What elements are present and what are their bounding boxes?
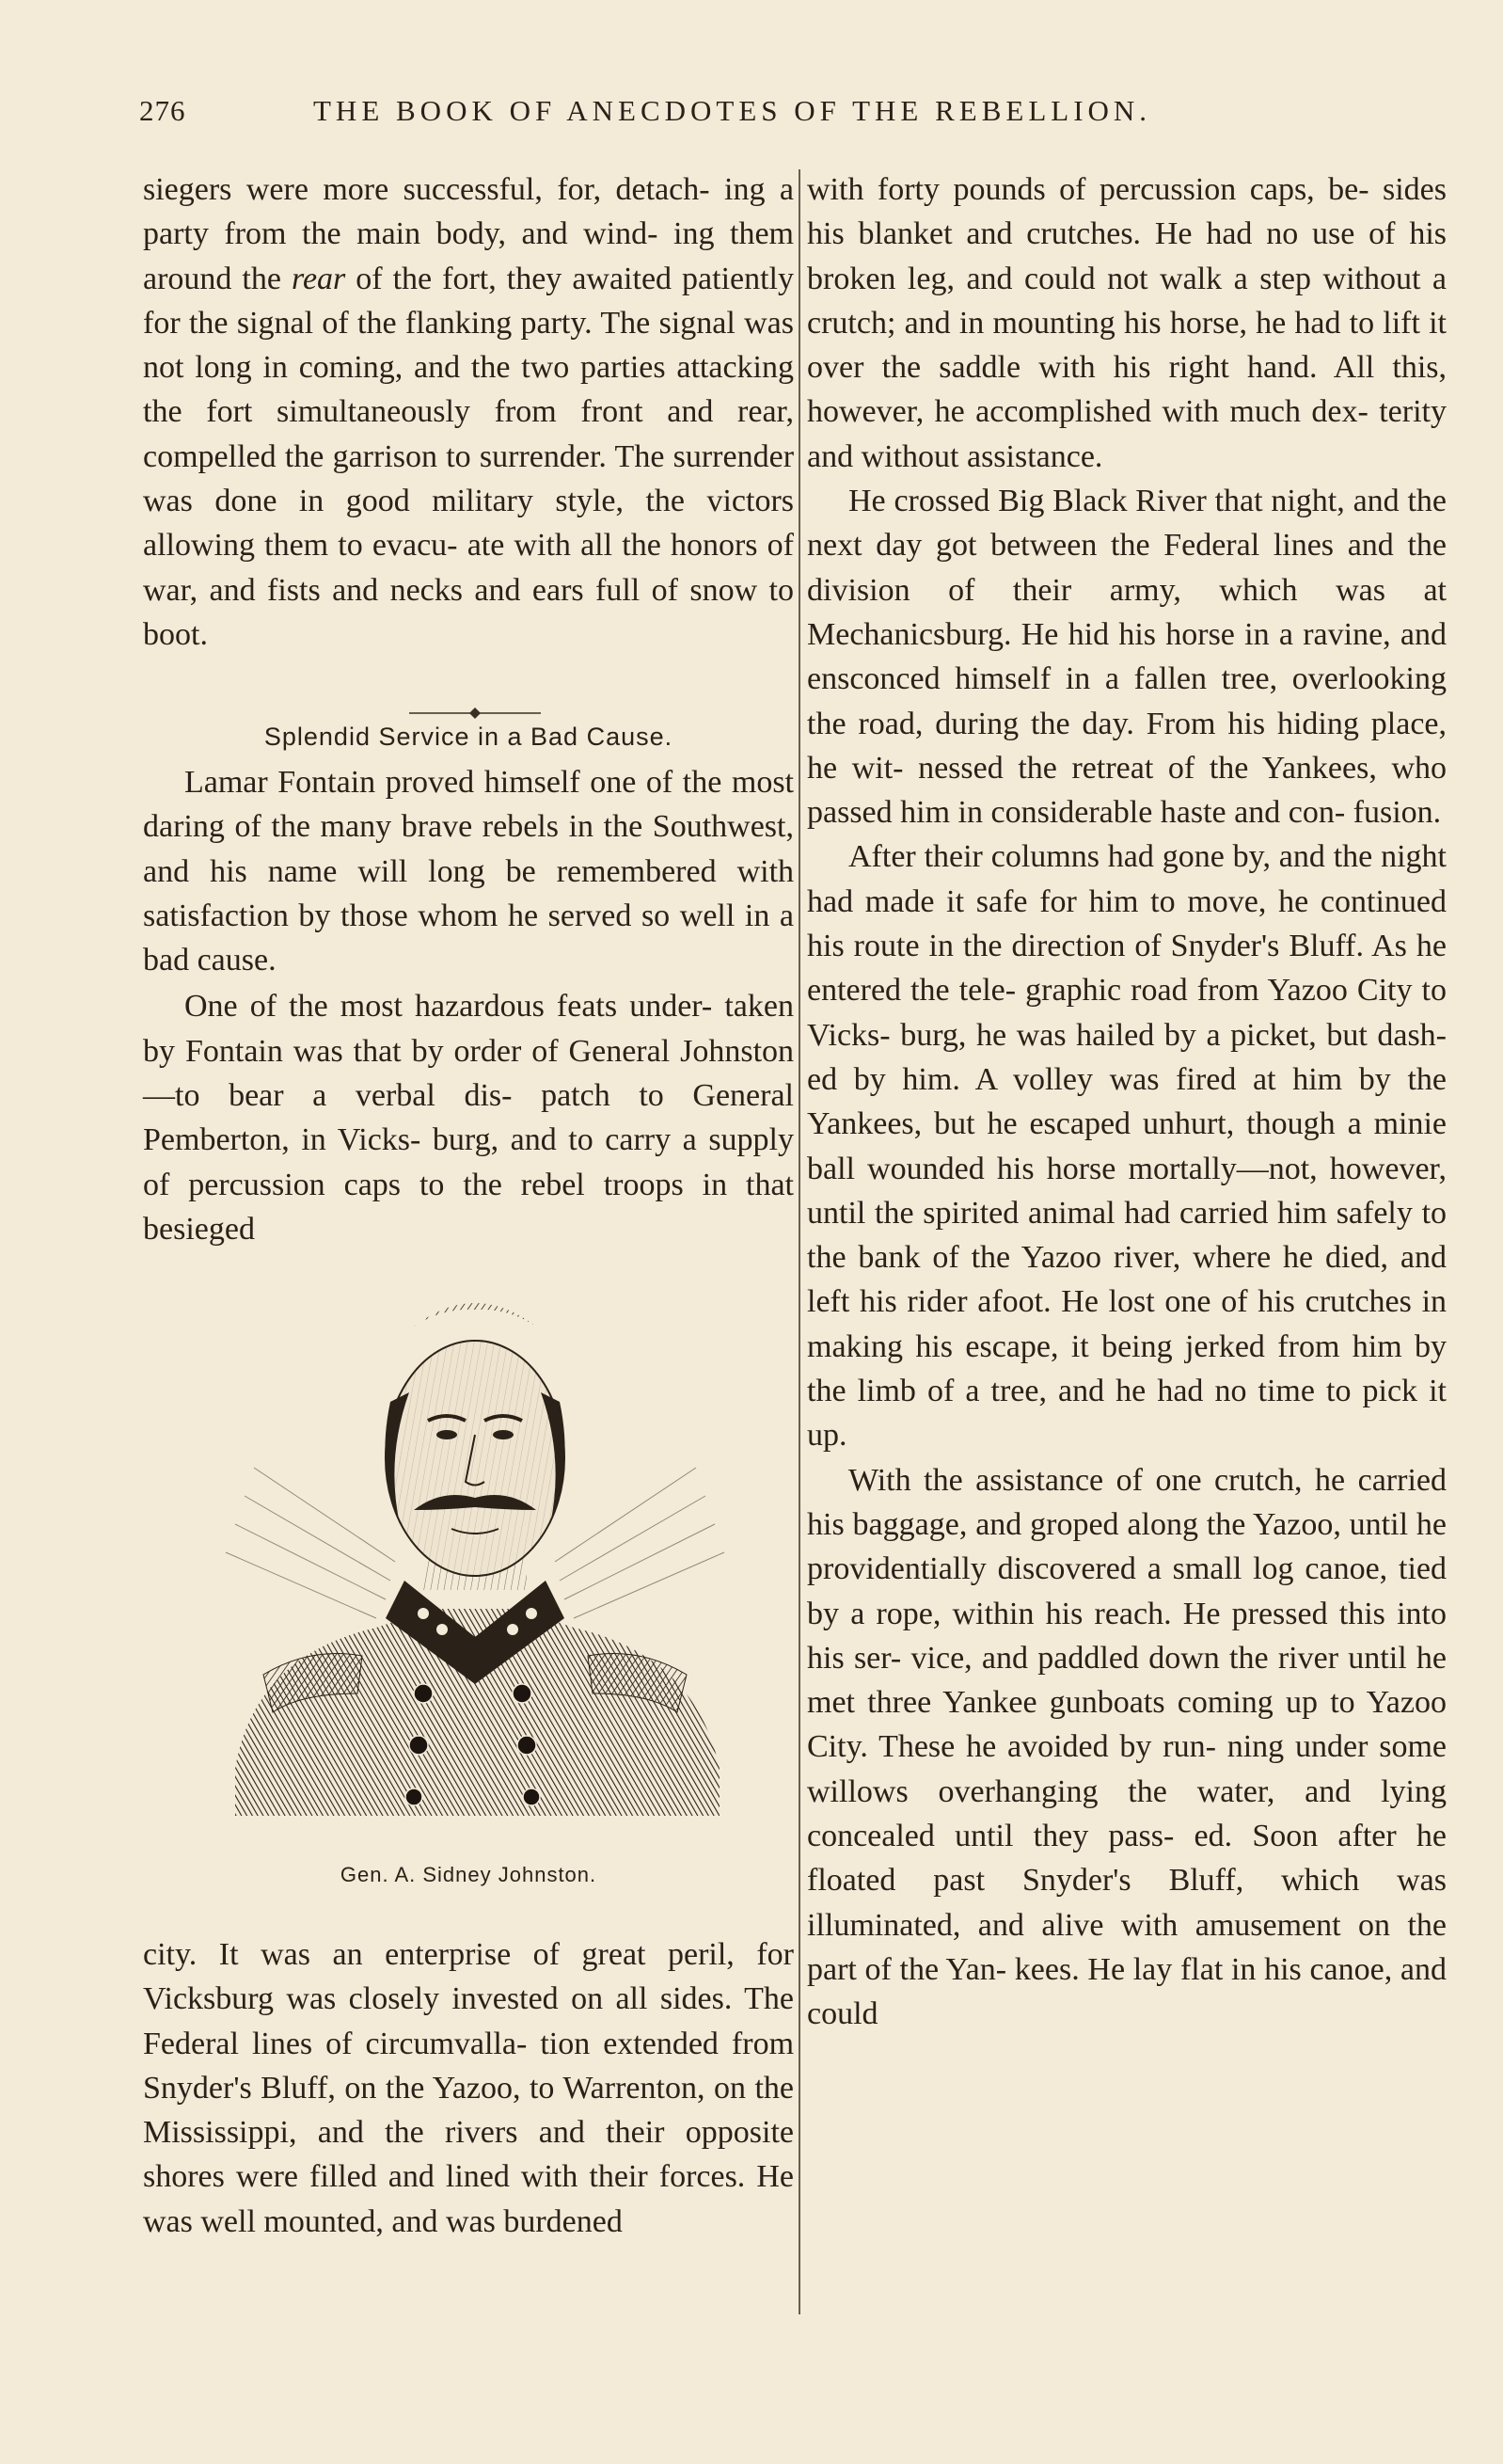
left-column-bottom: [143, 1932, 794, 2244]
portrait-engraving: [198, 1242, 752, 1863]
running-title: THE BOOK OF ANECDOTES OF THE REBELLION.: [313, 94, 1152, 127]
section-heading: Splendid Service in a Bad Cause.: [263, 723, 673, 751]
paragraph-one-crutch: With the assistance of one crutch, he carried his baggage, and groped along the Yazoo, until he providentially discovered a small log canoe, tied by a rope, within his reach. He pressed this into his ser- vice, and paddled down the river until he met three Yankee gunboats coming up to Yazoo City. These he avoided by run- ning under some willows overhanging the water, and lying concealed until they pass- ed. Soon after he floated past Snyder's Bluff, which was illuminated, and alive with amusement on the part of the Yan- kees. He lay flat in his canoe, and could: [807, 1462, 1448, 2032]
right-column: [807, 167, 1447, 2036]
page-number: 276: [139, 94, 186, 127]
paragraph-hazardous-feats: One of the most hazardous feats under- taken by Fontain was that by order of General Johnston—to bear a verbal dis- patch to General Pemberton, in Vicks- burg, and to carry a supply of percussion caps to the rebel troops in that besieged: [143, 989, 795, 1247]
portrait-caption: Gen. A. Sidney Johnston.: [340, 1863, 597, 1886]
paragraph-big-black-river: He crossed Big Black River that night, and the next day got between the Federal lines and the division of their army, which was at Mechanicsburg. He hid his horse in a ravine, and ensconced himself in a fallen tree, overlooking the road, during the day. From his hiding place, he wit- nessed the retreat of the Yankees, who passed him in considerable haste and con- fusion.: [807, 484, 1448, 831]
italic-rear: rear: [291, 261, 346, 296]
paragraph-lamar-fontain: Lamar Fontain proved himself one of the most daring of the many brave rebels in the Southwest, and his name will long be remembered with satisfaction by those whom he served so well in a bad cause.: [143, 765, 795, 978]
paragraph-percussion-caps: with forty pounds of percussion caps, be- sides his blanket and crutches. He had no use of his broken leg, and could not walk a step without a crutch; and in mounting his horse, he had to lift it over the saddle with his right hand. All this, however, he accomplished with much dex- terity and without assistance.: [807, 172, 1448, 474]
continued-paragraph: siegers were more successful, for, detach- ing a party from the main body, and wind- ing them around the rear of the fort, they awaited patiently for the signal of the flanking party. The signal was not long in coming, and the two parties attacking the fort simultaneously from front and rear, compelled the garrison to surrender. The surrender was done in good military style, the victors allowing them to evacu- ate with all the honors of war, and fists and necks and ears full of snow to boot.: [143, 172, 795, 652]
column-divider: [799, 169, 800, 2314]
section-ornament-rule: [409, 704, 541, 719]
left-column-middle: [143, 760, 794, 1251]
paragraph-continued-city: city. It was an enterprise of great peril, for Vicksburg was closely invested on all sides. The Federal lines of circumvalla- tion extended from Snyder's Bluff, on the Yazoo, to Warrenton, on the Mississippi, and the rivers and their opposite shores were filled and lined with their forces. He was well mounted, and was burdened: [143, 1937, 795, 2239]
paragraph-columns-gone-by: After their columns had gone by, and the night had made it safe for him to move, he continued his route in the direction of Snyder's Bluff. As he entered the tele- graphic road from Yazoo City to Vicks- burg, he was hailed by a picket, but dash- ed by him. A volley was fired at him by the Yankees, but he escaped unhurt, though a minie ball wounded his horse mortally—not, however, until the spirited animal had carried him safely to the bank of the Yazoo river, where he died, and left his rider afoot. He lost one of his crutches in making his escape, it being jerked from him by the limb of a tree, and he had no time to pick it up.: [807, 839, 1448, 1454]
left-column-top: [143, 167, 794, 657]
running-header: [139, 94, 1315, 135]
